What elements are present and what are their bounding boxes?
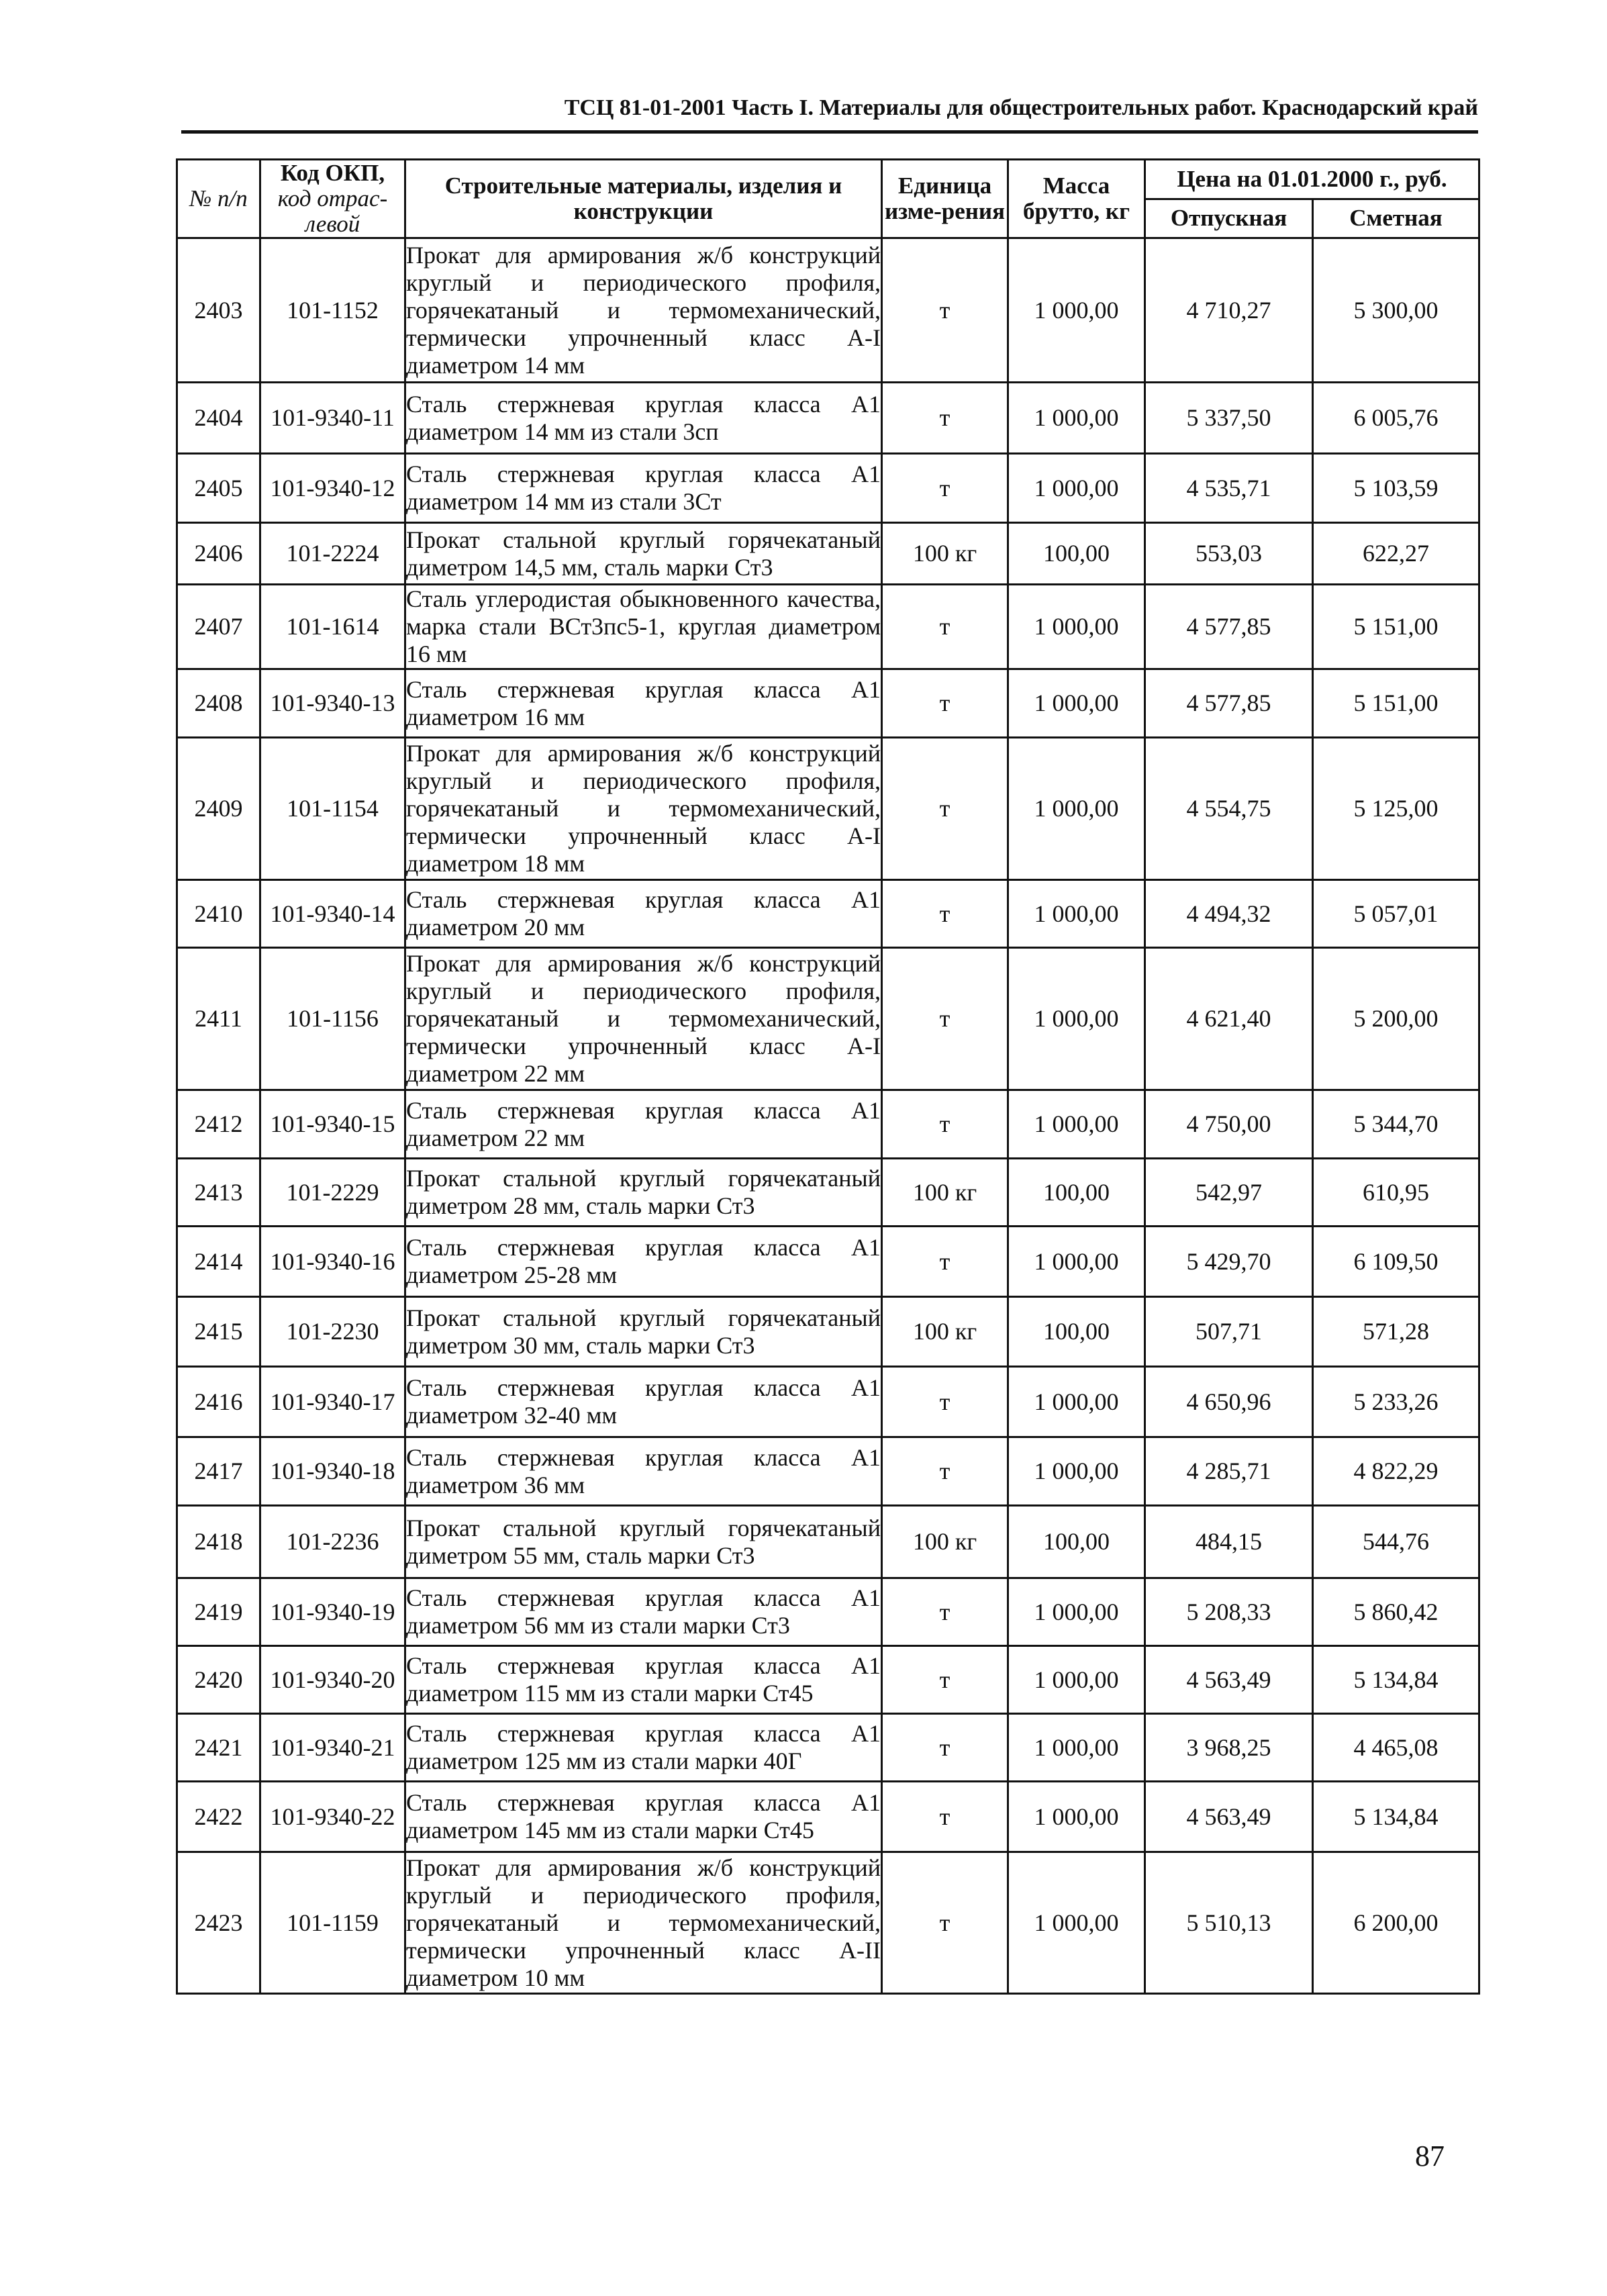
row-code: 101-1614 [260,585,405,669]
table-body [177,238,1479,1994]
row-unit: т [882,1646,1008,1714]
row-mass: 1 000,00 [1008,1227,1145,1297]
row-unit: т [882,1367,1008,1437]
row-mass: 1 000,00 [1008,1090,1145,1159]
table-row [177,1227,1479,1297]
row-code: 101-1159 [260,1852,405,1994]
row-description: Сталь стержневая круглая класса А1 диаметром 25-28 мм [405,1227,882,1297]
table-header-row [177,160,1479,199]
row-unit: т [882,1090,1008,1159]
table-row [177,880,1479,948]
page-number: 87 [1415,2140,1445,2172]
row-code: 101-2230 [260,1297,405,1367]
row-price-release: 4 554,75 [1145,738,1313,880]
row-price-estimate: 6 005,76 [1313,383,1479,454]
row-num: 2414 [177,1227,260,1297]
table-row [177,1159,1479,1227]
row-num: 2415 [177,1297,260,1367]
row-unit: т [882,948,1008,1090]
row-unit: 100 кг [882,1506,1008,1578]
row-mass: 1 000,00 [1008,454,1145,523]
row-code: 101-2236 [260,1506,405,1578]
row-num: 2421 [177,1714,260,1782]
row-unit: т [882,1782,1008,1852]
row-description: Прокат для армирования ж/б конструкций круглый и периодического профиля, горячекатаный и термомеханический, термически упрочненный класс А-II диаметром 10 мм [405,1852,882,1994]
row-price-estimate: 5 125,00 [1313,738,1479,880]
table-row [177,1852,1479,1994]
row-num: 2406 [177,523,260,585]
row-mass: 1 000,00 [1008,383,1145,454]
row-price-release: 5 429,70 [1145,1227,1313,1297]
header-rule [181,130,1478,134]
row-unit: т [882,1578,1008,1646]
row-unit: т [882,1437,1008,1506]
row-price-estimate: 6 109,50 [1313,1227,1479,1297]
row-price-release: 553,03 [1145,523,1313,585]
table-row [177,523,1479,585]
row-mass: 1 000,00 [1008,1646,1145,1714]
row-code: 101-1156 [260,948,405,1090]
row-price-release: 4 710,27 [1145,238,1313,383]
row-description: Сталь стержневая круглая класса А1 диаметром 56 мм из стали марки Ст3 [405,1578,882,1646]
row-unit: т [882,1852,1008,1994]
row-num: 2422 [177,1782,260,1852]
row-num: 2410 [177,880,260,948]
row-mass: 1 000,00 [1008,1578,1145,1646]
row-code: 101-9340-15 [260,1090,405,1159]
row-unit: т [882,880,1008,948]
row-mass: 1 000,00 [1008,1714,1145,1782]
table-row [177,1646,1479,1714]
row-num: 2420 [177,1646,260,1714]
row-price-release: 4 563,49 [1145,1782,1313,1852]
row-unit: 100 кг [882,1297,1008,1367]
row-price-release: 4 577,85 [1145,585,1313,669]
row-description: Прокат для армирования ж/б конструкций круглый и периодического профиля, горячекатаный и термомеханический, термически упрочненный класс А-I диаметром 18 мм [405,738,882,880]
row-price-estimate: 5 860,42 [1313,1578,1479,1646]
row-price-estimate: 5 151,00 [1313,669,1479,738]
row-num: 2419 [177,1578,260,1646]
row-description: Сталь стержневая круглая класса А1 диаметром 32-40 мм [405,1367,882,1437]
table-row [177,1437,1479,1506]
row-code: 101-9340-16 [260,1227,405,1297]
row-price-estimate: 5 200,00 [1313,948,1479,1090]
row-price-release: 5 208,33 [1145,1578,1313,1646]
row-price-release: 4 494,32 [1145,880,1313,948]
row-unit: 100 кг [882,1159,1008,1227]
table-row [177,1578,1479,1646]
row-description: Прокат стальной круглый горячекатаный диметром 14,5 мм, сталь марки Ст3 [405,523,882,585]
price-table [176,158,1480,1995]
row-price-release: 4 621,40 [1145,948,1313,1090]
row-num: 2418 [177,1506,260,1578]
row-price-estimate: 4 465,08 [1313,1714,1479,1782]
row-description: Сталь стержневая круглая класса А1 диаметром 20 мм [405,880,882,948]
row-mass: 100,00 [1008,1506,1145,1578]
table-row [177,948,1479,1090]
row-description: Сталь стержневая круглая класса А1 диаметром 14 мм из стали 3Ст [405,454,882,523]
col-header-material: Строительные материалы, изделия и конструкции [405,160,882,238]
table-row [177,585,1479,669]
row-price-estimate: 5 344,70 [1313,1090,1479,1159]
col-header-unit: Единица изме-рения [882,160,1008,238]
table-row [177,1367,1479,1437]
row-num: 2417 [177,1437,260,1506]
row-price-release: 4 285,71 [1145,1437,1313,1506]
table-row [177,738,1479,880]
row-price-estimate: 5 103,59 [1313,454,1479,523]
table-row [177,1782,1479,1852]
row-description: Сталь стержневая круглая класса А1 диаметром 145 мм из стали марки Ст45 [405,1782,882,1852]
row-price-release: 542,97 [1145,1159,1313,1227]
col-header-mass: Масса брутто, кг [1008,160,1145,238]
table-row [177,1506,1479,1578]
col-header-price-estimate: Сметная [1313,199,1479,238]
row-mass: 100,00 [1008,1297,1145,1367]
table-row [177,1297,1479,1367]
row-unit: т [882,238,1008,383]
row-num: 2409 [177,738,260,880]
row-code: 101-9340-13 [260,669,405,738]
row-price-release: 5 510,13 [1145,1852,1313,1994]
row-price-estimate: 5 300,00 [1313,238,1479,383]
row-num: 2411 [177,948,260,1090]
row-code: 101-2229 [260,1159,405,1227]
row-description: Прокат стальной круглый горячекатаный диметром 28 мм, сталь марки Ст3 [405,1159,882,1227]
row-code: 101-9340-22 [260,1782,405,1852]
table-row [177,1090,1479,1159]
row-code: 101-9340-11 [260,383,405,454]
row-mass: 1 000,00 [1008,585,1145,669]
row-code: 101-9340-14 [260,880,405,948]
row-price-estimate: 571,28 [1313,1297,1479,1367]
row-code: 101-9340-20 [260,1646,405,1714]
row-num: 2416 [177,1367,260,1437]
row-mass: 100,00 [1008,1159,1145,1227]
running-head: ТСЦ 81-01-2001 Часть I. Материалы для общестроительных работ. Краснодарский край [564,95,1478,120]
row-unit: т [882,738,1008,880]
row-price-release: 4 650,96 [1145,1367,1313,1437]
table-row [177,238,1479,383]
table-row [177,454,1479,523]
row-price-release: 484,15 [1145,1506,1313,1578]
row-num: 2423 [177,1852,260,1994]
row-code: 101-9340-18 [260,1437,405,1506]
row-description: Сталь углеродистая обыкновенного качества, марка стали ВСт3пс5-1, круглая диаметром 16 мм [405,585,882,669]
col-header-price-group: Цена на 01.01.2000 г., руб. [1145,160,1479,199]
row-price-estimate: 5 134,84 [1313,1646,1479,1714]
col-header-num: № п/п [177,160,260,238]
row-mass: 1 000,00 [1008,880,1145,948]
row-num: 2413 [177,1159,260,1227]
row-price-estimate: 544,76 [1313,1506,1479,1578]
row-mass: 1 000,00 [1008,1367,1145,1437]
row-price-release: 507,71 [1145,1297,1313,1367]
row-code: 101-2224 [260,523,405,585]
row-code: 101-1152 [260,238,405,383]
table-row [177,1714,1479,1782]
row-price-release: 4 563,49 [1145,1646,1313,1714]
row-price-estimate: 622,27 [1313,523,1479,585]
row-code: 101-9340-17 [260,1367,405,1437]
row-unit: т [882,454,1008,523]
row-unit: 100 кг [882,523,1008,585]
row-code: 101-9340-21 [260,1714,405,1782]
row-description: Сталь стержневая круглая класса А1 диаметром 22 мм [405,1090,882,1159]
row-price-release: 3 968,25 [1145,1714,1313,1782]
row-price-estimate: 4 822,29 [1313,1437,1479,1506]
row-unit: т [882,585,1008,669]
row-price-estimate: 5 057,01 [1313,880,1479,948]
row-unit: т [882,669,1008,738]
row-unit: т [882,1714,1008,1782]
row-price-estimate: 5 233,26 [1313,1367,1479,1437]
row-price-estimate: 610,95 [1313,1159,1479,1227]
row-mass: 1 000,00 [1008,1782,1145,1852]
row-price-release: 4 535,71 [1145,454,1313,523]
row-mass: 100,00 [1008,523,1145,585]
row-description: Сталь стержневая круглая класса А1 диаметром 125 мм из стали марки 40Г [405,1714,882,1782]
row-mass: 1 000,00 [1008,738,1145,880]
col-header-code: Код ОКП, код отрас-левой [260,160,405,238]
row-code: 101-9340-19 [260,1578,405,1646]
row-price-estimate: 5 151,00 [1313,585,1479,669]
table-row [177,383,1479,454]
row-price-estimate: 5 134,84 [1313,1782,1479,1852]
row-mass: 1 000,00 [1008,238,1145,383]
row-description: Прокат стальной круглый горячекатаный диметром 30 мм, сталь марки Ст3 [405,1297,882,1367]
row-num: 2403 [177,238,260,383]
row-unit: т [882,383,1008,454]
table-row [177,669,1479,738]
row-num: 2407 [177,585,260,669]
row-mass: 1 000,00 [1008,669,1145,738]
row-unit: т [882,1227,1008,1297]
row-price-estimate: 6 200,00 [1313,1852,1479,1994]
row-num: 2412 [177,1090,260,1159]
row-description: Сталь стержневая круглая класса А1 диаметром 16 мм [405,669,882,738]
row-code: 101-1154 [260,738,405,880]
row-num: 2405 [177,454,260,523]
row-description: Сталь стержневая круглая класса А1 диаметром 14 мм из стали 3сп [405,383,882,454]
row-price-release: 4 750,00 [1145,1090,1313,1159]
row-price-release: 4 577,85 [1145,669,1313,738]
row-description: Прокат стальной круглый горячекатаный диметром 55 мм, сталь марки Ст3 [405,1506,882,1578]
row-price-release: 5 337,50 [1145,383,1313,454]
row-mass: 1 000,00 [1008,948,1145,1090]
row-mass: 1 000,00 [1008,1852,1145,1994]
row-num: 2408 [177,669,260,738]
row-num: 2404 [177,383,260,454]
row-description: Прокат для армирования ж/б конструкций круглый и периодического профиля, горячекатаный и термомеханический, термически упрочненный класс А-I диаметром 22 мм [405,948,882,1090]
col-header-price-release: Отпускная [1145,199,1313,238]
row-code: 101-9340-12 [260,454,405,523]
row-mass: 1 000,00 [1008,1437,1145,1506]
row-description: Прокат для армирования ж/б конструкций круглый и периодического профиля, горячекатаный и термомеханический, термически упрочненный класс А-I диаметром 14 мм [405,238,882,383]
row-description: Сталь стержневая круглая класса А1 диаметром 115 мм из стали марки Ст45 [405,1646,882,1714]
row-description: Сталь стержневая круглая класса А1 диаметром 36 мм [405,1437,882,1506]
